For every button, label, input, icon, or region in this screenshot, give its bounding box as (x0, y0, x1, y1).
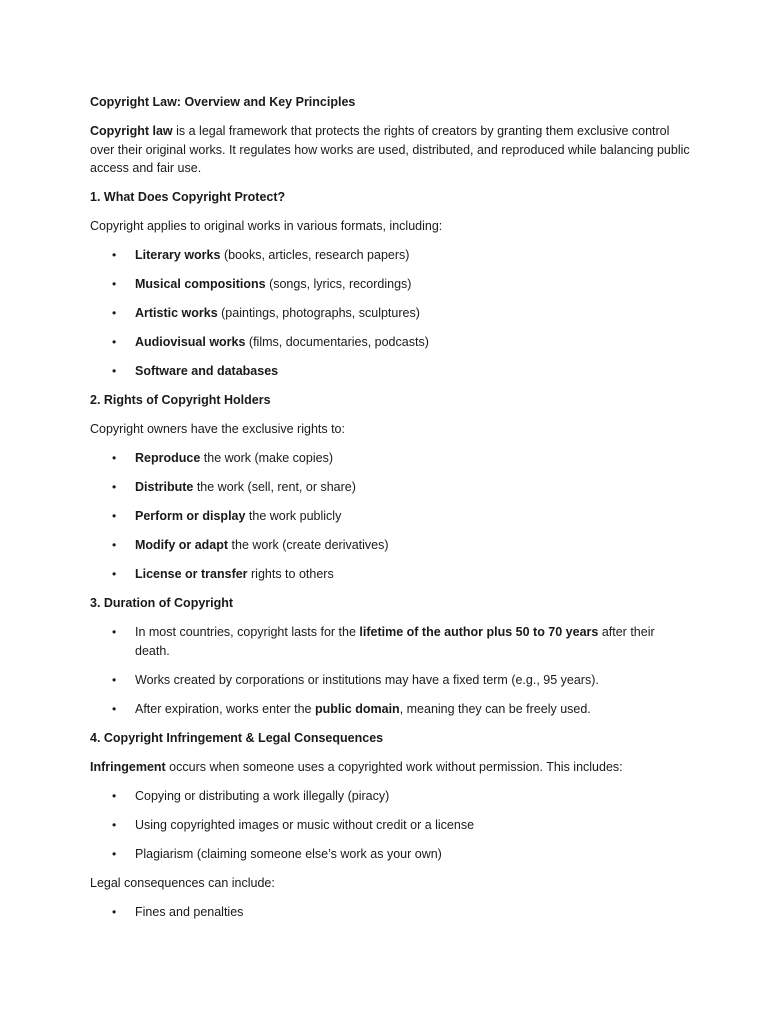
list-item (90, 536, 690, 555)
bullet-icon: • (112, 480, 117, 494)
text-run: occurs when someone uses a copyrighted work without permission. This includes: (165, 759, 623, 774)
section-heading: 4. Copyright Infringement & Legal Consequences (90, 730, 384, 745)
bullet-icon: • (112, 335, 117, 349)
section-lead: Copyright owners have the exclusive rights to: (90, 422, 345, 436)
list-item (90, 565, 690, 584)
text-run: Plagiarism (claiming someone else’s work as your own) (135, 846, 442, 861)
list-item (90, 623, 690, 660)
bullet-icon: • (112, 701, 117, 716)
list-item (90, 787, 690, 806)
bullet-list (90, 623, 690, 718)
text-run: After expiration, works enter the (135, 701, 315, 716)
list-item (90, 671, 690, 690)
text-run: , meaning they can be freely used. (399, 701, 591, 716)
sections-container (90, 188, 690, 921)
bullet-list (90, 449, 690, 584)
section-heading: 3. Duration of Copyright (90, 596, 234, 610)
text-run: after their death. (135, 625, 655, 658)
bullet-icon: • (112, 306, 117, 320)
bold-text: Musical compositions (135, 277, 266, 291)
bullet-icon: • (112, 788, 117, 803)
bullet-icon: • (112, 364, 117, 378)
bold-text: Software and databases (135, 364, 279, 378)
list-item (90, 362, 690, 381)
bold-text: Modify or adapt (135, 538, 229, 552)
text-run: Works created by corporations or institutions may have a fixed term (e.g., 95 years). (135, 672, 599, 687)
bullet-list (90, 246, 690, 381)
intro-paragraph (90, 122, 690, 178)
text-run: the work (create derivatives) (228, 538, 389, 552)
document-title: Copyright Law: Overview and Key Principles (90, 95, 356, 109)
list-item (90, 816, 690, 835)
bullet-icon: • (112, 904, 117, 919)
text-run: (paintings, photographs, sculptures) (217, 306, 420, 320)
intro-term: Copyright law (90, 124, 173, 138)
list-item (90, 246, 690, 265)
list-item (90, 478, 690, 497)
section-heading: 1. What Does Copyright Protect? (90, 190, 286, 204)
list-item (90, 333, 690, 352)
bold-text: Reproduce (135, 451, 201, 465)
list-item (90, 449, 690, 468)
bold-text: License or transfer (135, 567, 248, 581)
list-item (90, 903, 690, 922)
section-lead (90, 758, 690, 777)
bullet-list (90, 787, 690, 864)
bullet-icon: • (112, 509, 117, 523)
bullet-icon: • (112, 277, 117, 291)
bullet-icon: • (112, 248, 117, 262)
list-item (90, 700, 690, 719)
list-item (90, 507, 690, 526)
bullet-icon: • (112, 567, 117, 581)
intro-text: is a legal framework that protects the rights of creators by granting them exclusive control over their original works. It regulates how works are used, distributed, and reproduced while balancing public access and fair use. (90, 124, 690, 175)
bullet-icon: • (112, 846, 117, 861)
bold-text: Infringement (90, 759, 166, 774)
section-heading: 2. Rights of Copyright Holders (90, 393, 271, 407)
bold-text: Artistic works (135, 306, 218, 320)
section-lead: Copyright applies to original works in various formats, including: (90, 219, 443, 233)
text-run: (films, documentaries, podcasts) (245, 335, 429, 349)
bold-text: Literary works (135, 248, 221, 262)
list-item (90, 845, 690, 864)
text-run: (songs, lyrics, recordings) (265, 277, 412, 291)
bullet-list-consequences (90, 903, 690, 922)
bold-text: Distribute (135, 480, 194, 494)
text-run: In most countries, copyright lasts for the (135, 625, 360, 639)
text-run: (books, articles, research papers) (220, 248, 410, 262)
bold-text: public domain (314, 701, 400, 716)
bold-text: Audiovisual works (135, 335, 246, 349)
bold-text: lifetime of the author plus 50 to 70 years (359, 625, 599, 639)
text-run: Copying or distributing a work illegally (piracy) (135, 788, 390, 803)
section-followup: Legal consequences can include: (90, 875, 275, 890)
bullet-icon: • (112, 451, 117, 465)
bullet-icon: • (112, 538, 117, 552)
bullet-icon: • (112, 672, 117, 687)
text-run: the work (sell, rent, or share) (193, 480, 356, 494)
text-run: the work publicly (245, 509, 342, 523)
bullet-icon: • (112, 817, 117, 832)
bullet-icon: • (112, 625, 117, 639)
text-run: Fines and penalties (135, 904, 244, 919)
text-run: Using copyrighted images or music without credit or a license (135, 817, 475, 832)
document-page (90, 93, 690, 932)
text-run: the work (make copies) (200, 451, 333, 465)
list-item (90, 275, 690, 294)
text-run: rights to others (247, 567, 334, 581)
bold-text: Perform or display (135, 509, 246, 523)
list-item (90, 304, 690, 323)
